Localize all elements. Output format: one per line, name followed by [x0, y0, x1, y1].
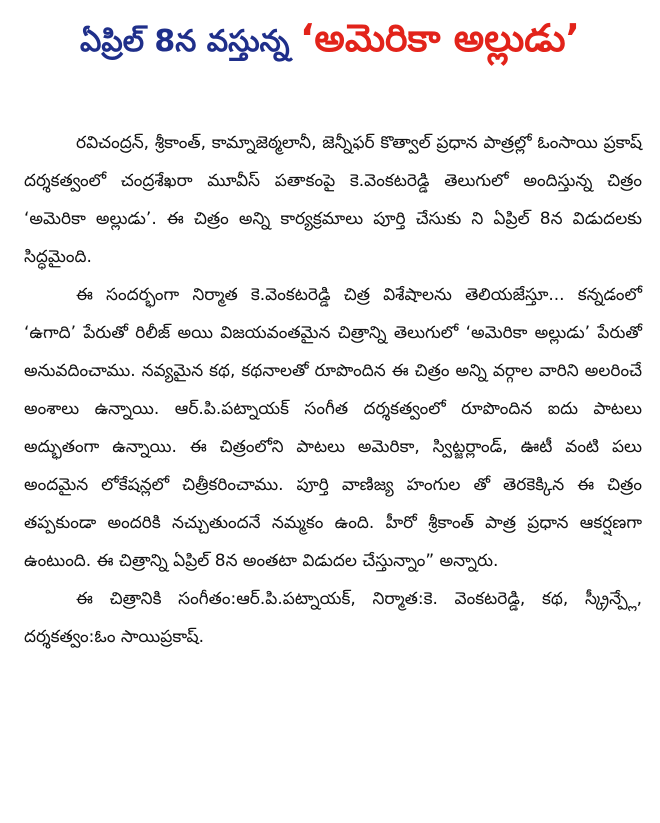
article-body — [24, 124, 642, 656]
headline-lead: ఏప్రిల్ 8న వస్తున్న — [80, 24, 300, 59]
article-paragraph-credits: ఈ చిత్రానికి సంగీతం:ఆర్.పి.పట్నాయక్, నిర్మాత:కె. వెంకటరెడ్డి, కథ, స్క్రీన్ప్లే, దర్శకత్వం:ఓం సాయిప్రకాష్. — [24, 589, 642, 647]
headline-title: ‘అమెరికా అల్లుడు’ — [299, 16, 580, 60]
headline — [0, 8, 660, 76]
article-paragraph-producer-quote: ఈ సందర్భంగా నిర్మాత కె.వెంకటరెడ్డి చిత్ర విశేషాలను తెలియజేస్తూ... కన్నడంలో ‘ఉగాది’ పేరుతో రిలీజ్ అయి విజయవంతమైన చిత్రాన్ని తెలుగులో ‘అమెరికా అల్లుడు’ పేరుతో అనువదించాము. నవ్యమైన కథ, కథనాలతో రూపొందిన ఈ చిత్రం అన్ని వర్గాల వారిని అలరించే అంశాలు ఉన్నాయి. ఆర్.పి.పట్నాయక్ సంగీత దర్శకత్వంలో రూపొందిన ఐదు పాటలు అద్భుతంగా ఉన్నాయి. ఈ చిత్రంలోని పాటలు అమెరికా, స్విట్జర్లాండ్, ఊటీ వంటి పలు అందమైన లోకేషన్లలో చిత్రీకరించాము. పూర్తి వాణిజ్య హంగుల తో తెరకెక్కిన ఈ చిత్రం తప్పకుండా అందరికి నచ్చుతుందనే నమ్మకం ఉంది. హీరో శ్రీకాంత్ పాత్ర ప్రధాన ఆకర్షణగా ఉంటుంది. ఈ చిత్రాన్ని ఏప్రిల్ 8న అంతటా విడుదల చేస్తున్నాం” అన్నారు. — [24, 285, 642, 571]
article-paragraph-intro: రవిచంద్రన్, శ్రీకాంత్, కామ్నాజెఠ్మలానీ, జెన్నీఫర్ కొత్వాల్ ప్రధాన పాత్రల్లో ఓంసాయి ప్రకాష్ దర్శకత్వంలో చంద్రశేఖరా మూవీస్ పతాకంపై కె.వెంకటరెడ్డి తెలుగులో అందిస్తున్న చిత్రం ‘అమెరికా అల్లుడు’. ఈ చిత్రం అన్ని కార్యక్రమాలు పూర్తి చేసుకు ని ఏప్రిల్ 8న విడుదలకు సిద్ధమైంది. — [24, 133, 642, 267]
